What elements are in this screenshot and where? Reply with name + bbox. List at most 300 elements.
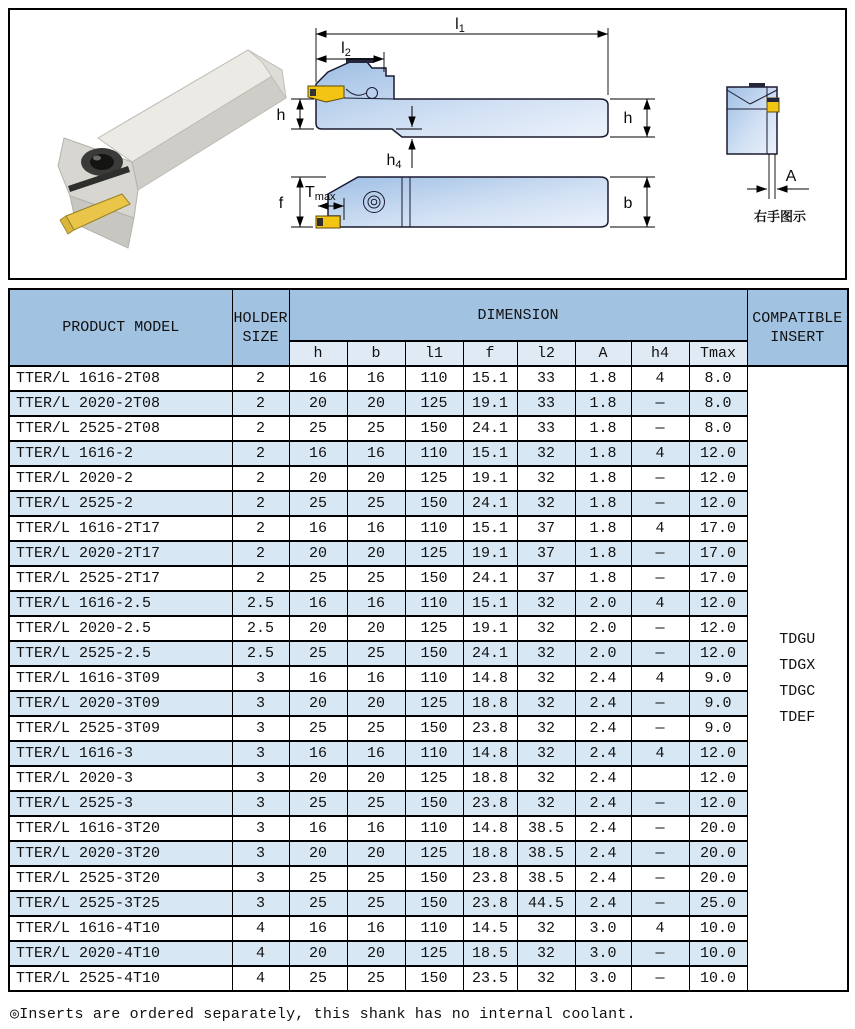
col-header-holder-size: HOLDER SIZE [232,289,289,366]
model-cell: TTER/L 2525-2 [9,491,232,516]
value-cell: 2 [232,566,289,591]
value-cell: 150 [405,566,463,591]
value-cell: 17.0 [689,516,747,541]
value-cell: 12.0 [689,641,747,666]
value-cell: 19.1 [463,541,517,566]
value-cell: 2 [232,491,289,516]
col-header-f: f [463,341,517,366]
drawing-panel [8,8,847,280]
col-header-product-model: PRODUCT MODEL [9,289,232,366]
col-header-l1: l1 [405,341,463,366]
value-cell: 12.0 [689,741,747,766]
value-cell: 19.1 [463,466,517,491]
value-cell: 20.0 [689,841,747,866]
table-row [9,541,848,566]
value-cell: 32 [517,691,575,716]
value-cell: 125 [405,391,463,416]
table-row [9,791,848,816]
value-cell: 25 [347,641,405,666]
value-cell: — [631,466,689,491]
value-cell: 20 [289,691,347,716]
value-cell: 25 [347,716,405,741]
value-cell: 2.5 [232,591,289,616]
compatible-insert-list [747,366,848,991]
value-cell: 3 [232,716,289,741]
value-cell: 110 [405,816,463,841]
value-cell: 9.0 [689,666,747,691]
value-cell: 150 [405,866,463,891]
model-cell: TTER/L 2020-2T17 [9,541,232,566]
table-row [9,691,848,716]
value-cell: 32 [517,741,575,766]
tool-3d-render [58,50,286,248]
value-cell: 2.4 [575,816,631,841]
value-cell: 32 [517,441,575,466]
table-row [9,391,848,416]
value-cell: 12.0 [689,766,747,791]
value-cell: 150 [405,416,463,441]
table-row [9,416,848,441]
value-cell: 23.8 [463,716,517,741]
model-cell: TTER/L 1616-3T20 [9,816,232,841]
table-row [9,866,848,891]
table-row [9,466,848,491]
value-cell [631,766,689,791]
compatible-insert-item: TDGX [779,656,816,674]
value-cell: 4 [631,591,689,616]
value-cell: 10.0 [689,916,747,941]
model-cell: TTER/L 2020-2.5 [9,616,232,641]
value-cell: 20 [289,941,347,966]
value-cell: 10.0 [689,941,747,966]
compatible-insert-item: TDGC [779,682,816,700]
table-row [9,666,848,691]
value-cell: 150 [405,891,463,916]
value-cell: 19.1 [463,616,517,641]
table-row [9,941,848,966]
value-cell: 4 [232,916,289,941]
value-cell: 23.8 [463,891,517,916]
value-cell: — [631,416,689,441]
value-cell: — [631,841,689,866]
model-cell: TTER/L 2020-2 [9,466,232,491]
value-cell: 3 [232,866,289,891]
value-cell: 32 [517,791,575,816]
value-cell: 32 [517,591,575,616]
model-cell: TTER/L 2525-4T10 [9,966,232,991]
model-cell: TTER/L 2020-3 [9,766,232,791]
value-cell: 2.4 [575,716,631,741]
value-cell: 24.1 [463,641,517,666]
value-cell: 2.5 [232,641,289,666]
model-cell: TTER/L 2525-3T09 [9,716,232,741]
col-header-l2: l2 [517,341,575,366]
value-cell: 150 [405,966,463,991]
value-cell: — [631,616,689,641]
value-cell: 25 [347,566,405,591]
value-cell: 12.0 [689,791,747,816]
value-cell: 125 [405,541,463,566]
value-cell: 25 [347,416,405,441]
value-cell: 25 [289,491,347,516]
value-cell: 110 [405,741,463,766]
value-cell: 16 [289,516,347,541]
value-cell: 2 [232,366,289,391]
value-cell: — [631,541,689,566]
value-cell: 32 [517,666,575,691]
value-cell: 150 [405,716,463,741]
value-cell: 150 [405,641,463,666]
value-cell: 2.0 [575,641,631,666]
value-cell: 25.0 [689,891,747,916]
value-cell: 16 [289,366,347,391]
value-cell: 16 [347,816,405,841]
value-cell: 25 [289,641,347,666]
col-header-h: h [289,341,347,366]
value-cell: 15.1 [463,516,517,541]
col-header-A: A [575,341,631,366]
value-cell: 23.5 [463,966,517,991]
value-cell: 2.4 [575,741,631,766]
value-cell: 32 [517,766,575,791]
label-l1: l1 [455,16,465,35]
value-cell: 2 [232,541,289,566]
value-cell: 3 [232,891,289,916]
value-cell: 20 [347,391,405,416]
value-cell: 2.4 [575,791,631,816]
table-row [9,641,848,666]
value-cell: 20 [347,766,405,791]
value-cell: 12.0 [689,591,747,616]
table-row [9,741,848,766]
value-cell: — [631,641,689,666]
value-cell: 4 [232,941,289,966]
value-cell: 110 [405,366,463,391]
table-row [9,366,848,391]
model-cell: TTER/L 2020-2T08 [9,391,232,416]
value-cell: 2.4 [575,666,631,691]
col-header-b: b [347,341,405,366]
value-cell: 44.5 [517,891,575,916]
value-cell: 20 [347,616,405,641]
table-row [9,591,848,616]
table-row [9,491,848,516]
value-cell: 20 [347,466,405,491]
value-cell: — [631,716,689,741]
value-cell: 16 [289,666,347,691]
value-cell: 18.5 [463,941,517,966]
value-cell: 33 [517,416,575,441]
model-cell: TTER/L 1616-3T09 [9,666,232,691]
value-cell: 25 [289,716,347,741]
value-cell: 2.4 [575,766,631,791]
value-cell: 4 [631,366,689,391]
value-cell: 2.0 [575,616,631,641]
model-cell: TTER/L 2525-2T17 [9,566,232,591]
tool-drawing [10,10,845,278]
label-h-right: h [623,110,633,127]
value-cell: — [631,891,689,916]
value-cell: 20 [347,691,405,716]
value-cell: 125 [405,766,463,791]
value-cell: 2 [232,466,289,491]
model-cell: TTER/L 1616-2T08 [9,366,232,391]
table-row [9,766,848,791]
value-cell: 4 [631,916,689,941]
value-cell: 16 [289,591,347,616]
value-cell: 3.0 [575,966,631,991]
value-cell: 3 [232,666,289,691]
value-cell: 2.0 [575,591,631,616]
label-h4: h4 [386,152,402,171]
value-cell: 3 [232,766,289,791]
value-cell: — [631,566,689,591]
value-cell: 16 [347,591,405,616]
value-cell: — [631,391,689,416]
value-cell: 25 [347,891,405,916]
value-cell: 15.1 [463,441,517,466]
value-cell: 2 [232,441,289,466]
value-cell: 17.0 [689,566,747,591]
value-cell: — [631,691,689,716]
value-cell: 14.8 [463,741,517,766]
value-cell: 150 [405,491,463,516]
value-cell: 3 [232,791,289,816]
value-cell: 37 [517,541,575,566]
value-cell: 110 [405,591,463,616]
value-cell: 9.0 [689,716,747,741]
value-cell: 125 [405,691,463,716]
value-cell: 32 [517,716,575,741]
value-cell: 38.5 [517,841,575,866]
value-cell: 38.5 [517,816,575,841]
value-cell: 16 [347,366,405,391]
label-l2: l2 [341,40,351,59]
table-body [9,366,848,991]
value-cell: 20.0 [689,816,747,841]
value-cell: 1.8 [575,391,631,416]
value-cell: 14.5 [463,916,517,941]
label-f: f [278,195,284,212]
value-cell: 2 [232,516,289,541]
model-cell: TTER/L 1616-2.5 [9,591,232,616]
value-cell: — [631,491,689,516]
value-cell: 18.8 [463,841,517,866]
value-cell: 4 [631,441,689,466]
value-cell: 16 [347,666,405,691]
value-cell: 20 [347,841,405,866]
table-header [9,289,848,366]
value-cell: 1.8 [575,441,631,466]
value-cell: 17.0 [689,541,747,566]
value-cell: 15.1 [463,366,517,391]
value-cell: 25 [347,791,405,816]
value-cell: 2.4 [575,841,631,866]
value-cell: 32 [517,941,575,966]
value-cell: 20 [347,541,405,566]
value-cell: 24.1 [463,416,517,441]
col-header-h4: h4 [631,341,689,366]
value-cell: 3.0 [575,941,631,966]
col-header-Tmax: Tmax [689,341,747,366]
value-cell: 20.0 [689,866,747,891]
value-cell: 16 [347,516,405,541]
value-cell: 20 [289,541,347,566]
value-cell: 110 [405,916,463,941]
value-cell: 8.0 [689,366,747,391]
value-cell: 12.0 [689,466,747,491]
value-cell: 25 [289,891,347,916]
value-cell: 32 [517,491,575,516]
value-cell: 33 [517,366,575,391]
model-cell: TTER/L 1616-2 [9,441,232,466]
model-cell: TTER/L 2020-4T10 [9,941,232,966]
value-cell: 1.8 [575,516,631,541]
value-cell: 16 [289,816,347,841]
value-cell: 110 [405,441,463,466]
model-cell: TTER/L 1616-4T10 [9,916,232,941]
value-cell: 14.8 [463,816,517,841]
value-cell: 18.8 [463,766,517,791]
value-cell: 20 [289,616,347,641]
value-cell: 1.8 [575,566,631,591]
value-cell: 16 [347,441,405,466]
value-cell: 25 [347,966,405,991]
value-cell: 125 [405,941,463,966]
label-a: A [785,168,797,185]
footer-note: ◎Inserts are ordered separately, this shank has no internal coolant. [10,1006,636,1023]
value-cell: 20 [289,466,347,491]
value-cell: 125 [405,841,463,866]
model-cell: TTER/L 2525-2T08 [9,416,232,441]
value-cell: 110 [405,666,463,691]
model-cell: TTER/L 2020-3T09 [9,691,232,716]
table-row [9,916,848,941]
value-cell: — [631,866,689,891]
value-cell: 4 [232,966,289,991]
model-cell: TTER/L 2525-3T20 [9,866,232,891]
value-cell: — [631,791,689,816]
value-cell: 19.1 [463,391,517,416]
table-row [9,566,848,591]
col-header-compatible-insert: COMPATIBLE INSERT [747,289,848,366]
value-cell: — [631,816,689,841]
model-cell: TTER/L 2525-3T25 [9,891,232,916]
value-cell: 3 [232,691,289,716]
value-cell: 4 [631,516,689,541]
value-cell: 25 [289,416,347,441]
table-row [9,841,848,866]
value-cell: 23.8 [463,791,517,816]
value-cell: 16 [289,741,347,766]
value-cell: 20 [347,941,405,966]
value-cell: 16 [289,441,347,466]
value-cell: 20 [289,391,347,416]
value-cell: 37 [517,566,575,591]
model-cell: TTER/L 1616-3 [9,741,232,766]
label-b: b [623,195,633,212]
table-row [9,616,848,641]
value-cell: 8.0 [689,391,747,416]
value-cell: — [631,941,689,966]
compatible-insert-item: TDGU [779,630,816,648]
value-cell: 20 [289,766,347,791]
value-cell: 1.8 [575,466,631,491]
compatible-insert-item: TDEF [779,708,816,726]
label-h-left: h [276,107,286,124]
value-cell: 8.0 [689,416,747,441]
value-cell: 32 [517,966,575,991]
value-cell: 9.0 [689,691,747,716]
value-cell: 32 [517,916,575,941]
value-cell: 25 [289,791,347,816]
table-row [9,441,848,466]
value-cell: 125 [405,466,463,491]
bottom-view-drawing [316,177,608,228]
value-cell: 18.8 [463,691,517,716]
value-cell: 2.4 [575,866,631,891]
value-cell: 1.8 [575,541,631,566]
value-cell: 12.0 [689,491,747,516]
value-cell: 10.0 [689,966,747,991]
value-cell: — [631,966,689,991]
value-cell: 1.8 [575,416,631,441]
value-cell: 25 [347,491,405,516]
value-cell: 2.4 [575,891,631,916]
model-cell: TTER/L 2525-3 [9,791,232,816]
model-cell: TTER/L 2020-3T20 [9,841,232,866]
value-cell: 2 [232,416,289,441]
side-view-drawing [308,58,608,137]
value-cell: 16 [289,916,347,941]
value-cell: 25 [289,566,347,591]
value-cell: 3 [232,741,289,766]
spec-table [8,288,849,992]
value-cell: 24.1 [463,491,517,516]
value-cell: 32 [517,616,575,641]
value-cell: 2.4 [575,691,631,716]
label-tmax: Tmax [305,184,336,203]
value-cell: 32 [517,466,575,491]
table-row [9,891,848,916]
value-cell: 23.8 [463,866,517,891]
table-row [9,816,848,841]
value-cell: 1.8 [575,491,631,516]
model-cell: TTER/L 2525-2.5 [9,641,232,666]
end-view-drawing [727,83,809,224]
value-cell: 32 [517,641,575,666]
value-cell: 3 [232,816,289,841]
table-row [9,516,848,541]
col-header-dimension: DIMENSION [289,289,747,341]
table-row [9,716,848,741]
value-cell: 25 [289,866,347,891]
value-cell: 38.5 [517,866,575,891]
value-cell: 25 [289,966,347,991]
value-cell: 15.1 [463,591,517,616]
value-cell: 25 [347,866,405,891]
value-cell: 14.8 [463,666,517,691]
value-cell: 4 [631,666,689,691]
value-cell: 1.8 [575,366,631,391]
value-cell: 125 [405,616,463,641]
value-cell: 110 [405,516,463,541]
value-cell: 20 [289,841,347,866]
model-cell: TTER/L 1616-2T17 [9,516,232,541]
right-hand-caption: 右手图示 [753,209,807,224]
value-cell: 3 [232,841,289,866]
value-cell: 24.1 [463,566,517,591]
